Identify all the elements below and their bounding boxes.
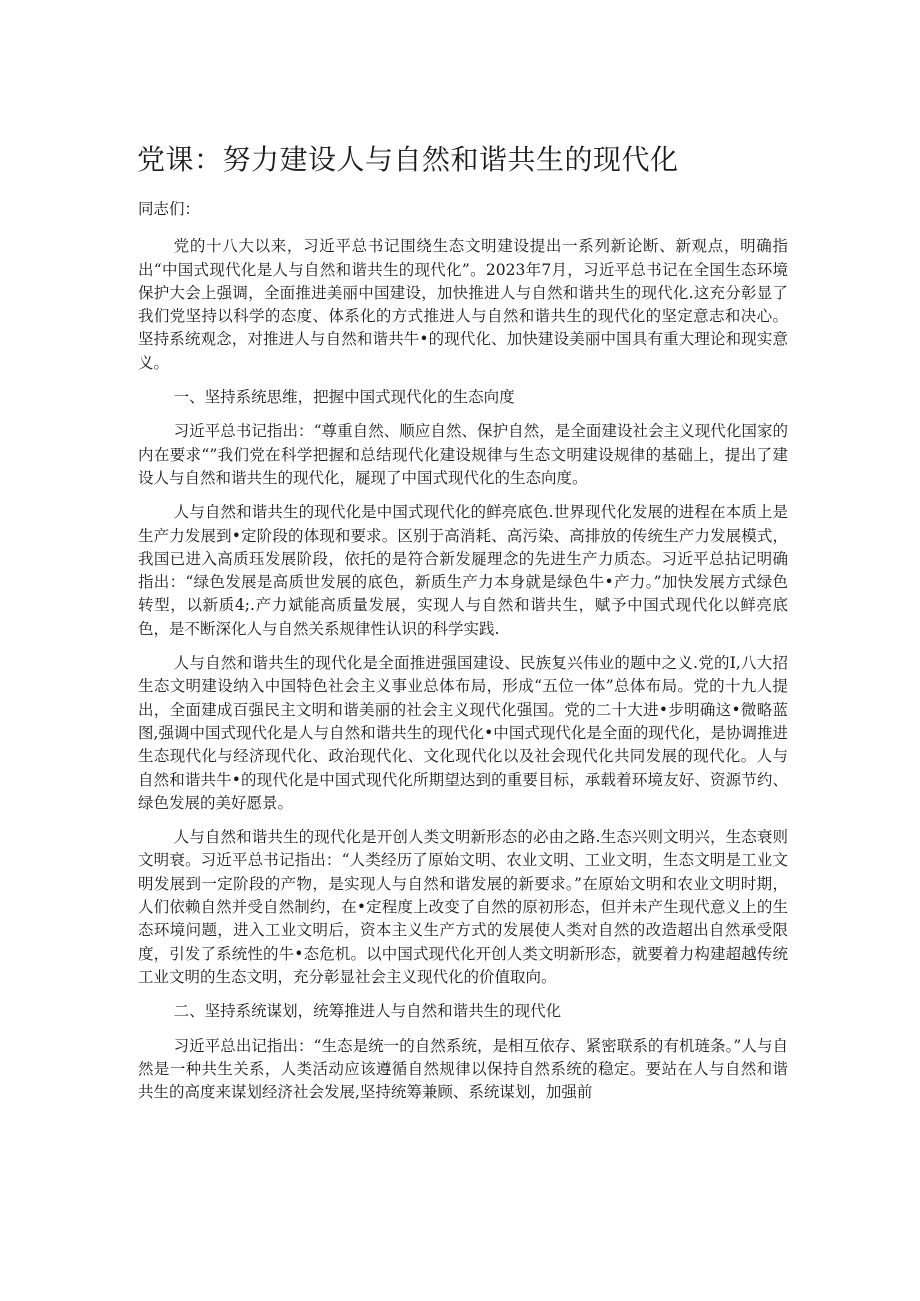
- section-heading-2: 二、坚持系统谋划，统筹推进人与自然和谐共生的现代化: [173, 1002, 562, 1021]
- paragraph: 习近平总书记指出：“尊重自然、顺应自然、保护自然，是全面建设社会主义现代化国家的内在要求“”我们党在科学把握和总结现代化建设规律与生态文明建设规律的基础上，提出了建设人与自然和谐共生的现代化，屣现了中国式现代化的生态向度。: [138, 422, 788, 487]
- document-body: [138, 198, 788, 1115]
- section-heading-1: 一、坚持系统思维，把握中国式现代化的生态向度: [173, 388, 515, 407]
- paragraph-intro: 党的十八大以来，习近平总书记围绕生态文明建设提出一系列新论断、新观点，明确指出“中国式现代化是人与自然和谐共生的现代化”。2023年7月，习近平总书记在全国生态环境保护大会上强调，全面推进美丽中国建设，加快推进人与自然和谐共生的现代化.这充分彰显了我们党坚持以科学的态度、体系化的方式推进人与自然和谐共生的现代化的坚定意志和决心。坚持系统观念，对推进人与自然和谐共牛•的现代化、加快建设美丽中国具有重大理论和现实意义。: [138, 237, 788, 372]
- greeting: 同志们：: [138, 200, 201, 218]
- paragraph: 习近平总出记指出：“生态是统一的自然系统，是相互依存、紧密联系的有机琏条。”人与自然是一种共生关系，人类活动应该遵循自然规律以保持自然系统的稳定。要站在人与自然和谐共生的高度来谋划经济社会发展,坚持统筹兼顾、系统谋划，加强前: [138, 1036, 788, 1102]
- page-title: 党课：努力建设人与自然和谐共生的现代化: [137, 143, 679, 176]
- paragraph: 人与自然和谐共生的现代化是中国式现代化的鲜亮底色.世界现代化发展的进程在本质上是生产力发展到•定阶段的体现和要求。区别于高消耗、高污染、高排放的传统生产力发展模式，我国已进入高质珏发展阶段，依托的是符合新发屣理念的先进生产力质态。习近平总拈记明确指出：“绿色发展是高质世发展的底色，新质生产力本身就是绿色牛•产力。”加快发展方式绿色转型，以新质4;.产力斌能高质量发展，实现人与自然和谐共生，赋予中国式现代化以鲜亮底色，是不断深化人与自然关系规律性认识的科学实践.: [138, 503, 788, 638]
- paragraph: 人与自然和谐共生的现代化是开创人类文明新形态的必由之路.生态兴则文明兴，生态衰则文明衰。习近平总书记指出：“人类经历了原始文明、农业文明、工业文明，生态文明是工业文明发展到一定阶段的产物，是实现人与自然和谐发展的新要求。”在原始文明和农业文明时期，人们依赖自然并受自然制约，在•定程度上改变了自然的原初形态，但并未产生现代意义上的生态环境问题，进入工业文明后，资本主义生产方式的发展使人类对自然的改造超出自然承受限度，引发了系统性的牛•态危机。以中国式现代化开创人类文明新形态，就要着力构建超越传统工业文明的生态文明，充分彰显社会主义现代化的价值取向。: [138, 828, 788, 986]
- paragraph: 人与自然和谐共生的现代化是全面推进强国建设、民族复兴伟业的题中之义.党的I,八大招生态文明建设纳入中国特色社会主义事业总体布局，形成“五位一体”总体布局。党的十九人提出，全面建成百强民主文明和谐美丽的社会主义现代化强国。党的二十大进•步明确这•微略蓝图,强调中国式现代化是人与自然和谐共生的现代化•中国式现代化是全面的现代化，是协调推进生态现代化与经济现代化、政治现代化、文化现代化以及社会现代化共同发展的现代化。人与自然和谐共牛•的现代化是中国式现代化所期望达到的重要目标，承载着环境友好、资源节约、绿色发展的美好愿景。: [138, 654, 788, 812]
